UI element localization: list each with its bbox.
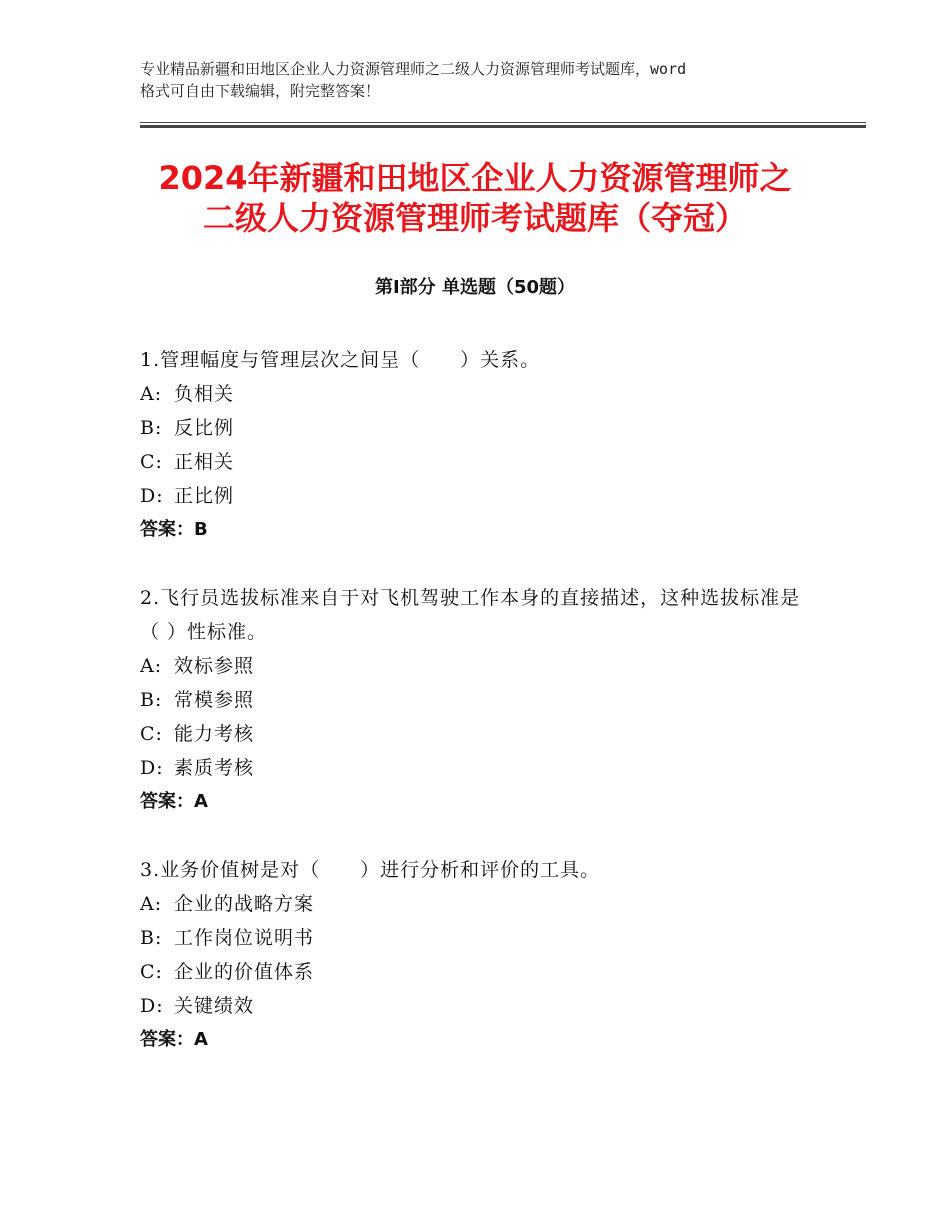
option-key: A: [140, 893, 163, 915]
option-text: 工作岗位说明书 [174, 927, 315, 949]
option-text: 能力考核 [174, 723, 255, 745]
option-b [140, 411, 820, 445]
option-d [140, 989, 820, 1023]
option-text: 效标参照 [174, 655, 255, 677]
option-d [140, 479, 820, 513]
option-b [140, 921, 820, 955]
option-text: 反比例 [174, 417, 235, 439]
option-key: C: [140, 451, 163, 473]
option-text: 正比例 [174, 485, 235, 507]
option-key: B: [140, 689, 163, 711]
answer-label: 答案：A [140, 1029, 208, 1050]
question-2 [140, 581, 820, 819]
answer-label: 答案：A [140, 791, 208, 812]
option-c [140, 955, 820, 989]
question-3 [140, 853, 820, 1057]
option-a [140, 649, 820, 683]
document-title [60, 158, 890, 238]
option-text: 正相关 [174, 451, 235, 473]
option-text: 关键绩效 [174, 995, 255, 1017]
option-key: B: [140, 927, 163, 949]
option-text: 负相关 [174, 383, 235, 405]
option-key: A: [140, 655, 163, 677]
document-title-line-1: 2024年新疆和田地区企业人力资源管理师之 [158, 159, 792, 197]
option-c [140, 717, 820, 751]
document-title-line-2: 二级人力资源管理师考试题库（夺冠） [202, 199, 747, 237]
option-c [140, 445, 820, 479]
option-a [140, 377, 820, 411]
option-a [140, 887, 820, 921]
answer-label: 答案：B [140, 519, 208, 540]
option-key: D: [140, 757, 164, 779]
header-divider-thin [140, 122, 866, 123]
document-header-note [140, 58, 830, 102]
question-list [140, 343, 820, 1091]
option-key: B: [140, 417, 163, 439]
question-text: 2.飞行员选拔标准来自于对飞机驾驶工作本身的直接描述，这种选拔标准是（ ）性标准。 [140, 587, 801, 643]
question-text: 3.业务价值树是对（ ）进行分析和评价的工具。 [140, 859, 601, 881]
option-text: 素质考核 [174, 757, 255, 779]
header-divider-thick [140, 125, 866, 128]
question-1 [140, 343, 820, 547]
option-text: 企业的价值体系 [174, 961, 315, 983]
header-note-line-2: 格式可自由下载编辑，附完整答案！ [140, 82, 381, 100]
option-key: D: [140, 485, 164, 507]
option-key: C: [140, 961, 163, 983]
option-text: 常模参照 [174, 689, 255, 711]
option-key: D: [140, 995, 164, 1017]
question-text: 1.管理幅度与管理层次之间呈（ ）关系。 [140, 349, 541, 371]
header-note-line-1: 专业精品新疆和田地区企业人力资源管理师之二级人力资源管理师考试题库，word [140, 60, 687, 78]
option-text: 企业的战略方案 [174, 893, 315, 915]
option-key: A: [140, 383, 163, 405]
section-title: 第I部分 单选题（50题） [374, 277, 575, 298]
option-b [140, 683, 820, 717]
option-key: C: [140, 723, 163, 745]
option-d [140, 751, 820, 785]
